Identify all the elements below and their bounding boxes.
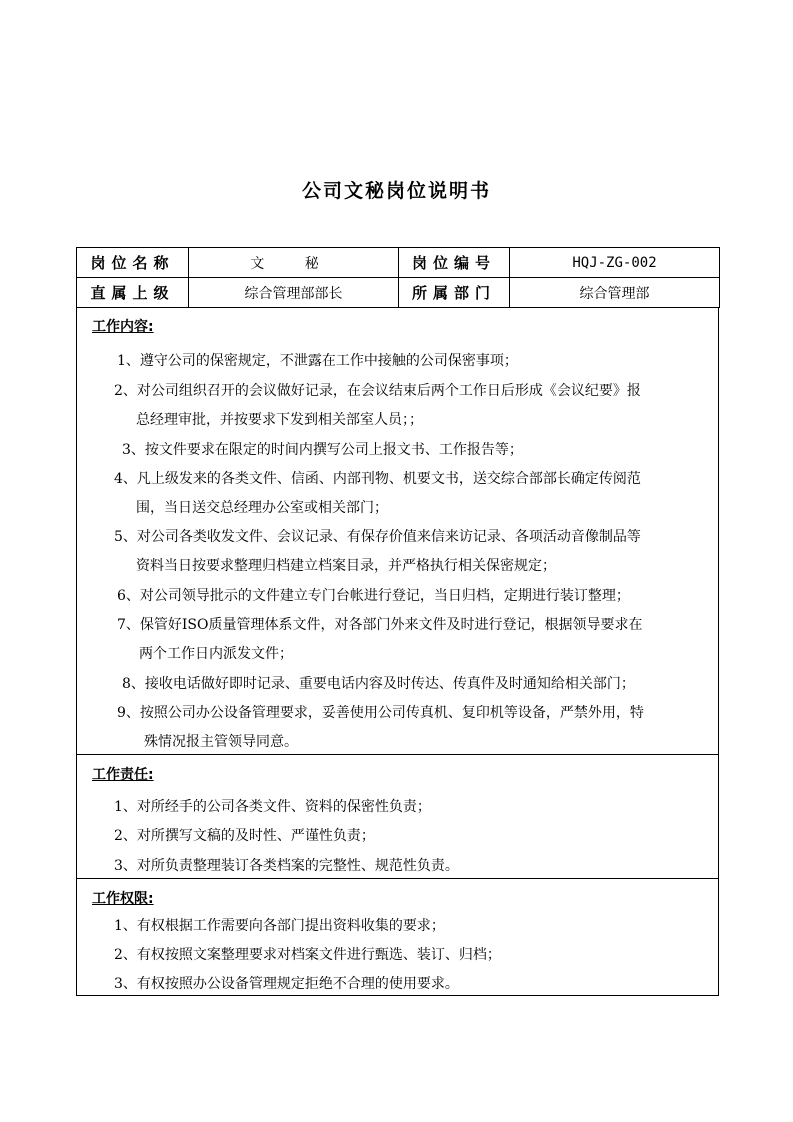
content-item-7 <box>117 611 643 669</box>
work-content-section <box>76 307 719 755</box>
position-name-label: 岗位名称 <box>77 248 189 278</box>
superior-value: 综合管理部部长 <box>189 278 399 308</box>
content-item-4 <box>114 465 641 523</box>
department-value: 综合管理部 <box>510 278 720 308</box>
content-item-7-line2: 两个工作日内派发文件； <box>139 646 293 662</box>
work-responsibility-heading <box>92 764 154 784</box>
authority-item-3-text: 3、有权按照办公设备管理规定拒绝不合理的使用要求。 <box>114 976 459 992</box>
responsibility-item-2-text: 2、对所撰写文稿的及时性、严谨性负责； <box>114 828 375 844</box>
content-item-3-text: 3、按文件要求在限定的时间内撰写公司上报文书、工作报告等； <box>122 442 523 458</box>
work-content-heading-text: 工作内容 <box>92 319 148 335</box>
content-item-2 <box>114 377 641 435</box>
position-info-table <box>76 247 720 308</box>
responsibility-item-2 <box>114 822 375 851</box>
content-item-3 <box>122 436 523 465</box>
info-row-1 <box>77 248 720 278</box>
department-label: 所属部门 <box>399 278 510 308</box>
authority-item-1-text: 1、有权根据工作需要向各部门提出资料收集的要求； <box>114 918 445 934</box>
responsibility-item-3 <box>114 852 459 881</box>
position-code-label: 岗位编号 <box>399 248 510 278</box>
responsibility-item-1-text: 1、对所经手的公司各类文件、资料的保密性负责； <box>114 799 431 815</box>
content-item-8 <box>122 670 635 699</box>
authority-item-3 <box>114 970 459 999</box>
content-item-2-line1: 2、对公司组织召开的会议做好记录，在会议结束后两个工作日后形成《会议纪要》报 <box>114 383 641 399</box>
content-item-1-text: 1、遵守公司的保密规定，不泄露在工作中接触的公司保密事项； <box>117 353 518 369</box>
content-item-5-line2: 资料当日按要求整理归档建立档案目录，并严格执行相关保密规定； <box>136 558 556 574</box>
authority-item-1 <box>114 912 445 941</box>
work-authority-section <box>76 879 719 996</box>
work-authority-heading-colon: : <box>148 891 154 907</box>
superior-label: 直属上级 <box>77 278 189 308</box>
responsibility-item-1 <box>114 793 431 822</box>
work-responsibility-section <box>76 755 719 879</box>
work-authority-heading <box>92 888 154 908</box>
position-code-value: HQJ-ZG-002 <box>510 248 720 278</box>
work-authority-heading-text: 工作权限 <box>92 891 148 907</box>
authority-item-2-text: 2、有权按照文案整理要求对档案文件进行甄选、装订、归档； <box>114 947 501 963</box>
content-item-4-line2: 围，当日送交总经理办公室或相关部门； <box>136 500 388 516</box>
content-item-5-line1: 5、对公司各类收发文件、会议记录、有保存价值来信来访记录、各项活动音像制品等 <box>114 529 641 545</box>
position-name-value <box>189 248 399 278</box>
content-item-9-line1: 9、按照公司办公设备管理要求，妥善使用公司传真机、复印机等设备，严禁外用，特 <box>117 705 644 721</box>
content-item-4-line1: 4、凡上级发来的各类文件、信函、内部刊物、机要文书，送交综合部部长确定传阅范 <box>114 471 641 487</box>
content-item-9-line2: 殊情况报主管领导同意。 <box>144 734 298 750</box>
content-item-2-line2: 总经理审批，并按要求下发到相关部室人员；； <box>136 412 423 428</box>
content-item-5 <box>114 523 641 581</box>
work-content-heading-colon: : <box>148 319 154 335</box>
content-item-8-text: 8、接收电话做好即时记录、重要电话内容及时传达、传真件及时通知给相关部门； <box>122 676 635 692</box>
page-title: 公司文秘岗位说明书 <box>301 180 491 202</box>
authority-item-2 <box>114 941 501 970</box>
content-item-9 <box>117 699 644 757</box>
content-item-6-text: 6、对公司领导批示的文件建立专门台帐进行登记，当日归档，定期进行装订整理； <box>117 588 630 604</box>
position-name-text: 文 秘 <box>250 255 337 272</box>
content-item-6 <box>117 582 630 611</box>
responsibility-item-3-text: 3、对所负责整理装订各类档案的完整性、规范性负责。 <box>114 858 459 874</box>
info-row-2 <box>77 278 720 308</box>
content-item-1 <box>117 347 518 376</box>
content-item-7-line1: 7、保管好ISO质量管理体系文件，对各部门外来文件及时进行登记，根据领导要求在 <box>117 617 643 633</box>
work-content-heading <box>92 316 154 336</box>
work-responsibility-heading-colon: : <box>148 767 154 783</box>
work-responsibility-heading-text: 工作责任 <box>92 767 148 783</box>
